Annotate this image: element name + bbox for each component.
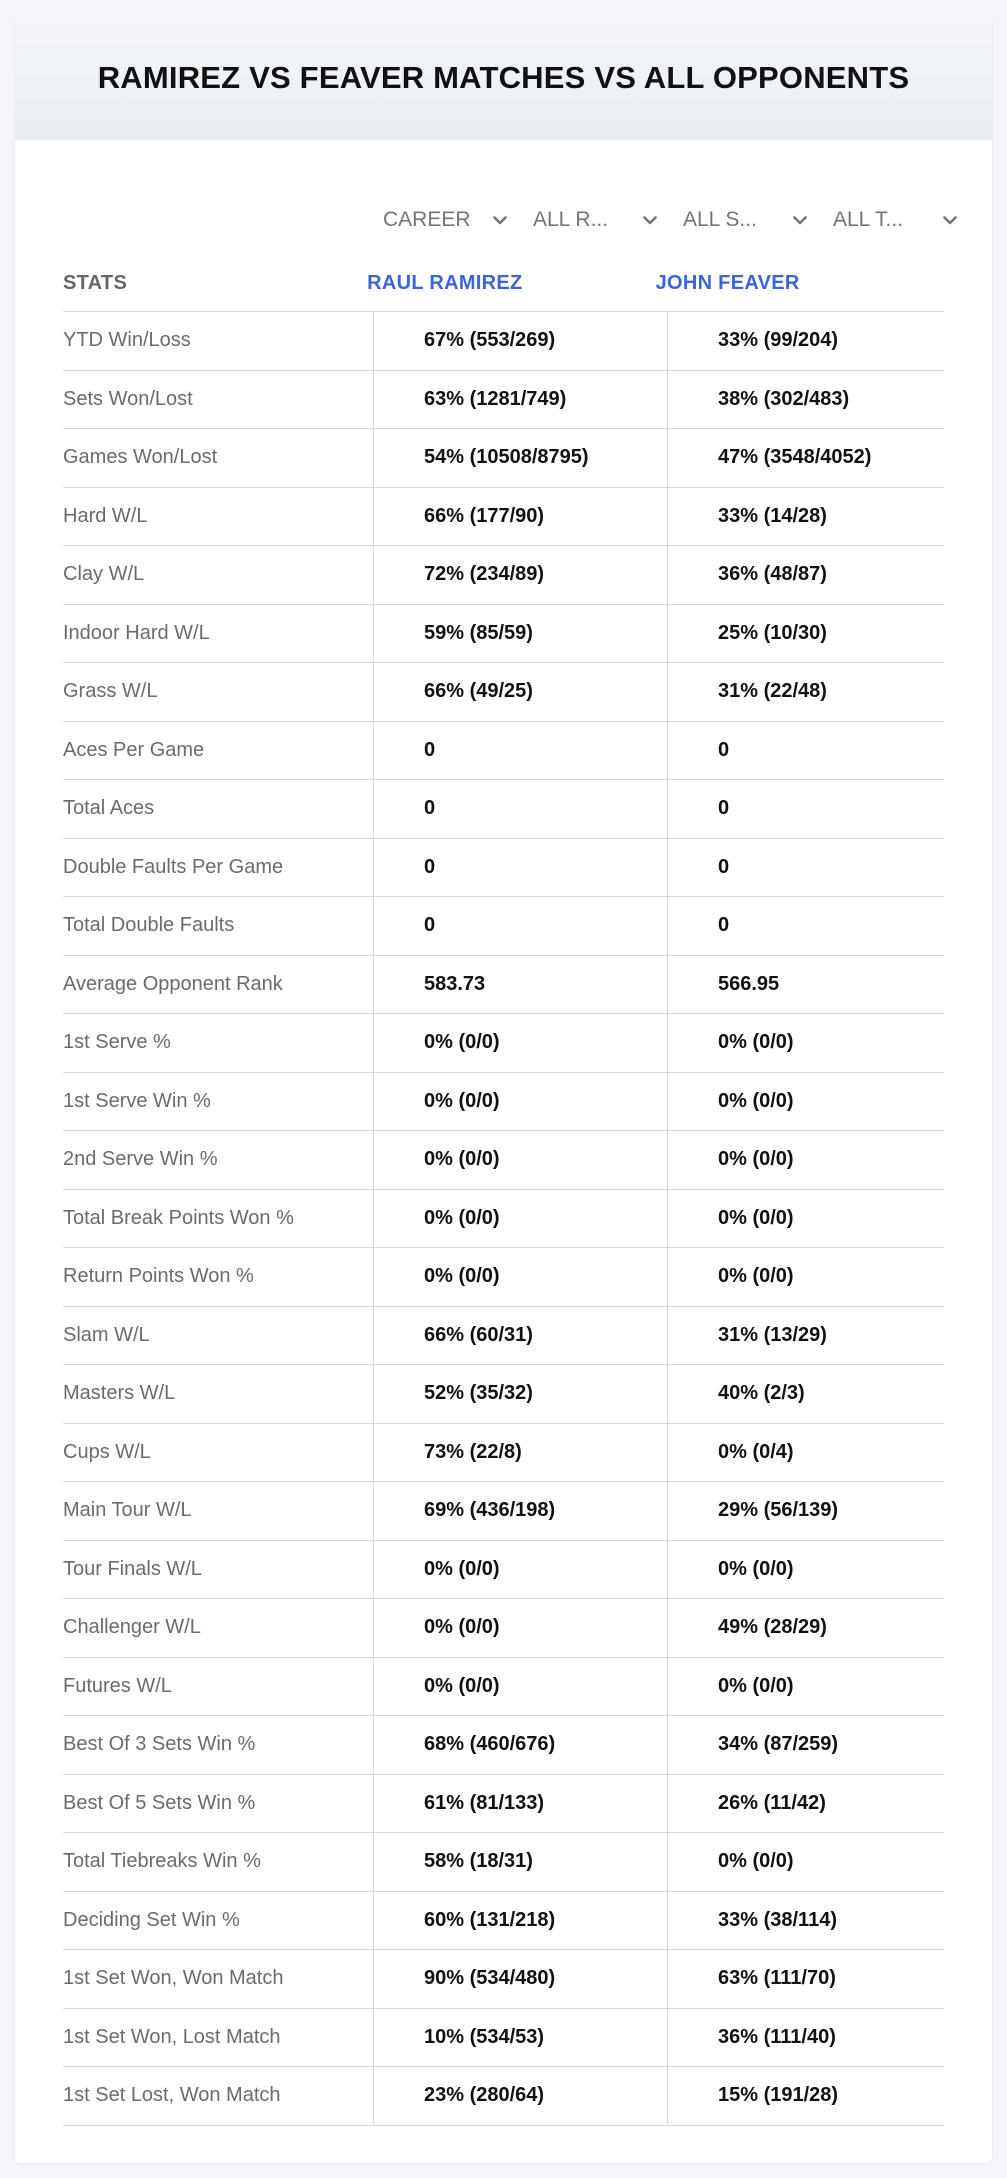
player2-value: 29% (56/139) xyxy=(667,1482,944,1540)
table-row xyxy=(63,1482,944,1541)
table-row xyxy=(63,1716,944,1775)
stat-label: Best Of 5 Sets Win % xyxy=(63,1791,256,1814)
player1-value: 0 xyxy=(373,839,667,897)
player1-value: 61% (81/133) xyxy=(373,1775,667,1833)
table-header xyxy=(63,255,944,312)
card-header xyxy=(15,15,992,140)
filter-surface-dropdown[interactable] xyxy=(665,190,815,250)
filter-bar xyxy=(365,190,965,250)
stat-label: Total Break Points Won % xyxy=(63,1206,294,1229)
player1-value: 0% (0/0) xyxy=(373,1014,667,1072)
table-row xyxy=(63,1541,944,1600)
player2-value: 31% (22/48) xyxy=(667,663,944,721)
player2-value: 36% (111/40) xyxy=(667,2009,944,2067)
player2-value: 34% (87/259) xyxy=(667,1716,944,1774)
table-row xyxy=(63,1248,944,1307)
player2-value: 566.95 xyxy=(667,956,944,1014)
stat-label: Total Aces xyxy=(63,797,155,820)
player1-value: 63% (1281/749) xyxy=(373,371,667,429)
stat-label: Indoor Hard W/L xyxy=(63,621,210,644)
stat-label: Slam W/L xyxy=(63,1323,150,1346)
player1-value: 0% (0/0) xyxy=(373,1658,667,1716)
table-row xyxy=(63,371,944,430)
stat-label: Sets Won/Lost xyxy=(63,387,193,410)
player1-link[interactable]: RAUL RAMIREZ xyxy=(367,271,523,294)
table-row xyxy=(63,2067,944,2126)
stat-label: Total Double Faults xyxy=(63,914,235,937)
player2-value: 25% (10/30) xyxy=(667,605,944,663)
player1-value: 66% (49/25) xyxy=(373,663,667,721)
table-row xyxy=(63,2009,944,2068)
stats-card xyxy=(15,15,992,2163)
player1-value: 66% (60/31) xyxy=(373,1307,667,1365)
player2-value: 31% (13/29) xyxy=(667,1307,944,1365)
stat-label: Average Opponent Rank xyxy=(63,972,283,995)
stat-label: Aces Per Game xyxy=(63,738,205,761)
player2-value: 38% (302/483) xyxy=(667,371,944,429)
table-row xyxy=(63,1892,944,1951)
player1-value: 59% (85/59) xyxy=(373,605,667,663)
table-row xyxy=(63,1014,944,1073)
table-row xyxy=(63,1365,944,1424)
chevron-down-icon xyxy=(641,211,659,229)
player2-value: 33% (14/28) xyxy=(667,488,944,546)
player1-value: 73% (22/8) xyxy=(373,1424,667,1482)
player2-value: 0 xyxy=(667,839,944,897)
table-row xyxy=(63,1833,944,1892)
player1-value: 58% (18/31) xyxy=(373,1833,667,1891)
player1-value: 0% (0/0) xyxy=(373,1190,667,1248)
player2-value: 33% (38/114) xyxy=(667,1892,944,1950)
stat-label: 2nd Serve Win % xyxy=(63,1148,218,1171)
player1-value: 0% (0/0) xyxy=(373,1541,667,1599)
player2-value: 49% (28/29) xyxy=(667,1599,944,1657)
table-row xyxy=(63,722,944,781)
player2-link[interactable]: JOHN FEAVER xyxy=(655,271,800,294)
stat-label: Tour Finals W/L xyxy=(63,1557,202,1580)
player2-value: 0% (0/0) xyxy=(667,1131,944,1189)
table-row xyxy=(63,1658,944,1717)
player1-value: 67% (553/269) xyxy=(373,312,667,370)
chevron-down-icon xyxy=(791,211,809,229)
table-row xyxy=(63,897,944,956)
player2-value: 47% (3548/4052) xyxy=(667,429,944,487)
player1-value: 60% (131/218) xyxy=(373,1892,667,1950)
filter-tournament-label: ALL T... xyxy=(833,208,904,231)
stat-label: 1st Serve % xyxy=(63,1031,171,1054)
table-row xyxy=(63,1775,944,1834)
player2-value: 0% (0/0) xyxy=(667,1541,944,1599)
player1-value: 0% (0/0) xyxy=(373,1131,667,1189)
table-row xyxy=(63,429,944,488)
chevron-down-icon xyxy=(941,211,959,229)
player1-value: 90% (534/480) xyxy=(373,1950,667,2008)
stat-label: Games Won/Lost xyxy=(63,446,218,469)
table-row xyxy=(63,546,944,605)
column-header-stats: STATS xyxy=(63,271,128,294)
table-row xyxy=(63,956,944,1015)
stat-label: Cups W/L xyxy=(63,1440,151,1463)
player2-value: 0% (0/0) xyxy=(667,1658,944,1716)
player1-value: 68% (460/676) xyxy=(373,1716,667,1774)
stat-label: Double Faults Per Game xyxy=(63,855,284,878)
stat-label: Futures W/L xyxy=(63,1674,172,1697)
table-row xyxy=(63,1190,944,1249)
player2-value: 26% (11/42) xyxy=(667,1775,944,1833)
stat-label: 1st Set Won, Won Match xyxy=(63,1967,284,1990)
table-row xyxy=(63,1131,944,1190)
player1-value: 10% (534/53) xyxy=(373,2009,667,2067)
player1-value: 52% (35/32) xyxy=(373,1365,667,1423)
stat-label: Grass W/L xyxy=(63,680,158,703)
filter-period-dropdown[interactable] xyxy=(365,190,515,250)
player2-value: 0% (0/0) xyxy=(667,1073,944,1131)
filter-period-label: CAREER xyxy=(383,208,471,231)
player2-value: 0 xyxy=(667,722,944,780)
player1-value: 66% (177/90) xyxy=(373,488,667,546)
table-row xyxy=(63,663,944,722)
stat-label: 1st Set Lost, Won Match xyxy=(63,2084,281,2107)
table-row xyxy=(63,1599,944,1658)
stat-label: Challenger W/L xyxy=(63,1616,201,1639)
chevron-down-icon xyxy=(491,211,509,229)
player2-value: 63% (111/70) xyxy=(667,1950,944,2008)
player2-value: 0% (0/0) xyxy=(667,1190,944,1248)
stat-label: YTD Win/Loss xyxy=(63,329,191,352)
stat-label: Masters W/L xyxy=(63,1382,176,1405)
filter-round-label: ALL R... xyxy=(533,208,609,231)
player1-value: 54% (10508/8795) xyxy=(373,429,667,487)
table-row xyxy=(63,1424,944,1483)
player2-value: 33% (99/204) xyxy=(667,312,944,370)
filter-tournament-dropdown[interactable] xyxy=(815,190,965,250)
table-row xyxy=(63,839,944,898)
table-row xyxy=(63,1073,944,1132)
player1-value: 72% (234/89) xyxy=(373,546,667,604)
table-row xyxy=(63,780,944,839)
player1-value: 0% (0/0) xyxy=(373,1248,667,1306)
table-row xyxy=(63,1307,944,1366)
player2-value: 0 xyxy=(667,897,944,955)
player2-value: 0 xyxy=(667,780,944,838)
player2-value: 0% (0/4) xyxy=(667,1424,944,1482)
table-row xyxy=(63,312,944,371)
table-row xyxy=(63,605,944,664)
stat-label: Total Tiebreaks Win % xyxy=(63,1850,261,1873)
filter-surface-label: ALL S... xyxy=(683,208,757,231)
player2-value: 40% (2/3) xyxy=(667,1365,944,1423)
stat-label: 1st Set Won, Lost Match xyxy=(63,2025,281,2048)
player2-value: 36% (48/87) xyxy=(667,546,944,604)
stat-label: Hard W/L xyxy=(63,504,148,527)
stat-label: Best Of 3 Sets Win % xyxy=(63,1733,256,1756)
stat-label: 1st Serve Win % xyxy=(63,1089,211,1112)
player1-value: 23% (280/64) xyxy=(373,2067,667,2125)
page-title: RAMIREZ VS FEAVER MATCHES VS ALL OPPONENTS xyxy=(97,59,910,95)
stat-label: Deciding Set Win % xyxy=(63,1908,240,1931)
player2-value: 0% (0/0) xyxy=(667,1833,944,1891)
player1-value: 69% (436/198) xyxy=(373,1482,667,1540)
table-body xyxy=(63,312,944,2126)
player2-value: 0% (0/0) xyxy=(667,1014,944,1072)
table-row xyxy=(63,1950,944,2009)
stat-label: Return Points Won % xyxy=(63,1265,254,1288)
table-row xyxy=(63,488,944,547)
player2-value: 0% (0/0) xyxy=(667,1248,944,1306)
player1-value: 583.73 xyxy=(373,956,667,1014)
player1-value: 0% (0/0) xyxy=(373,1599,667,1657)
player1-value: 0 xyxy=(373,897,667,955)
stat-label: Main Tour W/L xyxy=(63,1499,192,1522)
player1-value: 0 xyxy=(373,722,667,780)
stat-label: Clay W/L xyxy=(63,563,145,586)
player1-value: 0% (0/0) xyxy=(373,1073,667,1131)
stats-table xyxy=(63,255,944,2126)
filter-round-dropdown[interactable] xyxy=(515,190,665,250)
player2-value: 15% (191/28) xyxy=(667,2067,944,2125)
player1-value: 0 xyxy=(373,780,667,838)
